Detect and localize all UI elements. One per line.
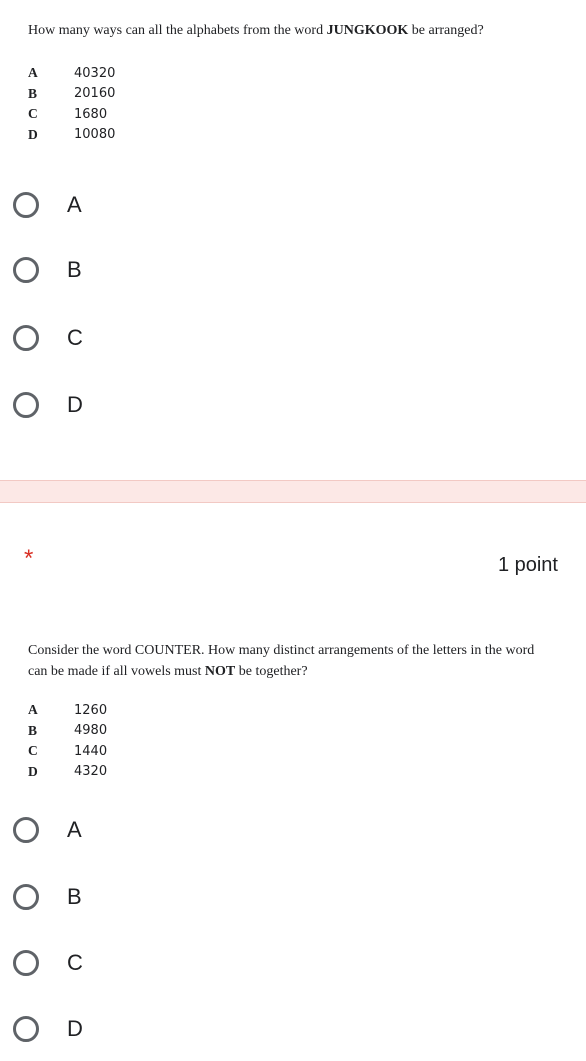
points-label: 1 point [497,554,558,576]
option-row-d [28,125,115,146]
choice-label: B [67,884,82,909]
option-row-a [28,700,107,721]
option-value: 20160 [74,86,116,102]
question2-options-table [28,700,107,782]
choice-label: C [67,325,83,350]
option-letter: D [28,763,38,779]
radio-button[interactable] [13,950,39,976]
q2-choice-c[interactable] [0,938,586,988]
option-letter: A [28,65,38,81]
q2-choice-a[interactable] [0,805,586,855]
radio-button[interactable] [13,884,39,910]
q1-choice-d[interactable] [0,380,586,430]
question-divider [0,480,586,503]
option-value: 10080 [74,127,116,143]
option-row-b [28,84,115,105]
option-value: 1680 [74,106,108,122]
radio-button[interactable] [13,1016,39,1042]
q1-choice-c[interactable] [0,313,586,363]
choice-label: A [67,192,82,217]
radio-button[interactable] [13,817,39,843]
option-value: 4320 [74,764,108,780]
option-letter: D [28,126,38,142]
option-letter: C [28,106,38,122]
q1-choice-b[interactable] [0,245,586,295]
radio-button[interactable] [13,192,39,218]
question1-options-table [28,63,115,145]
option-letter: B [28,85,38,101]
q2-choice-d[interactable] [0,1004,586,1054]
option-row-c [28,104,115,125]
q1-choice-a[interactable] [0,180,586,230]
option-value: 4980 [74,723,108,739]
radio-button[interactable] [13,325,39,351]
choice-label: D [67,392,83,417]
option-value: 40320 [74,65,116,81]
required-marker: * [24,545,34,572]
option-row-d [28,762,107,783]
radio-button[interactable] [13,392,39,418]
option-row-c [28,741,107,762]
choice-label: A [67,817,82,842]
option-letter: B [28,722,38,738]
question1-text: How many ways can all the alphabets from the word JUNGKOOK be arranged? [28,23,484,38]
question2-text: Consider the word COUNTER. How many distinct arrangements of the letters in the word can be made if all vowels must NOT be together? [28,643,535,679]
option-value: 1260 [74,702,108,718]
choice-label: D [67,1016,83,1041]
radio-button[interactable] [13,257,39,283]
choice-label: C [67,950,83,975]
option-letter: A [28,702,38,718]
q2-choice-b[interactable] [0,872,586,922]
option-letter: C [28,743,38,759]
option-row-b [28,721,107,742]
option-value: 1440 [74,743,108,759]
option-row-a [28,63,115,84]
choice-label: B [67,257,82,282]
